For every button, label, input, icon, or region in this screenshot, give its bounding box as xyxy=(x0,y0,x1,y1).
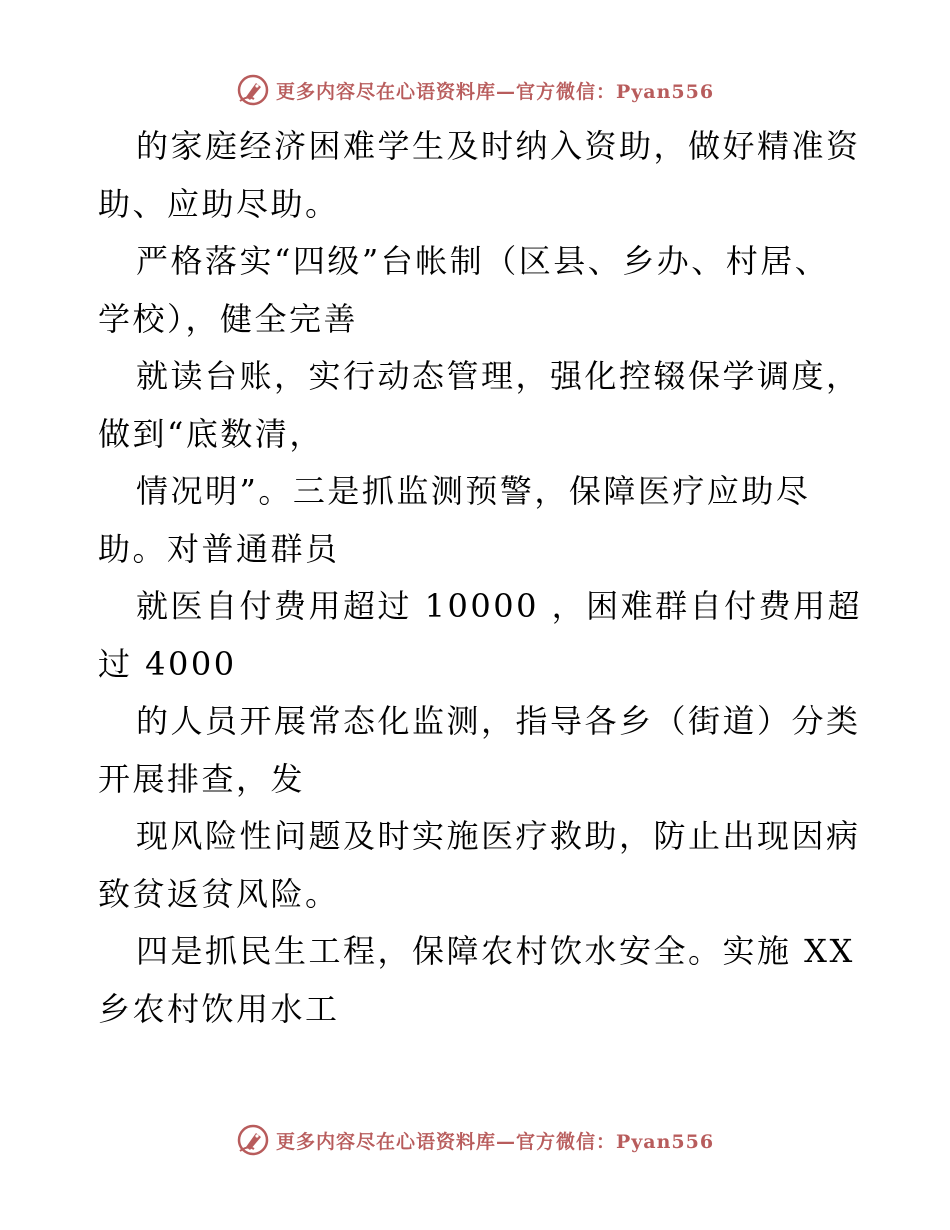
pen-nib-logo-icon xyxy=(236,1123,270,1157)
body-line: 致贫返贫风险。 xyxy=(98,874,340,913)
body-line: 开展排查，发 xyxy=(98,759,306,798)
body-line: 情况明”。三是抓监测预警，保障医疗应助尽 xyxy=(136,472,811,510)
body-line: 严格落实“四级”台帐制（区县、乡办、村居、 xyxy=(136,242,830,280)
body-line: 过 4000 xyxy=(98,644,237,683)
header-watermark xyxy=(0,70,950,110)
document-body xyxy=(98,118,863,1038)
body-line: 助。对普通群员 xyxy=(98,529,340,568)
body-line: 现风险性问题及时实施医疗救助，防止出现因病 xyxy=(136,817,861,855)
body-line: 就医自付费用超过 10000 ，困难群自付费用超 xyxy=(136,587,863,625)
watermark-text: 更多内容尽在心语资料库—官方微信：Pyan556 xyxy=(275,1130,715,1153)
watermark-text: 更多内容尽在心语资料库—官方微信：Pyan556 xyxy=(275,80,715,103)
pen-nib-logo-icon xyxy=(236,73,270,107)
body-line: 就读台账，实行动态管理，强化控辍保学调度， xyxy=(136,357,861,395)
footer-watermark xyxy=(0,1120,950,1160)
body-line: 乡农村饮用水工 xyxy=(98,989,340,1028)
body-line: 的人员开展常态化监测，指导各乡（街道）分类 xyxy=(136,702,861,740)
body-line: 的家庭经济困难学生及时纳入资助，做好精准资 xyxy=(136,127,861,165)
body-line: 学校），健全完善 xyxy=(98,299,359,338)
body-line: 助、应助尽助。 xyxy=(98,184,340,223)
body-line: 四是抓民生工程，保障农村饮水安全。实施 XX xyxy=(136,932,855,970)
body-line: 做到“底数清， xyxy=(98,414,324,453)
